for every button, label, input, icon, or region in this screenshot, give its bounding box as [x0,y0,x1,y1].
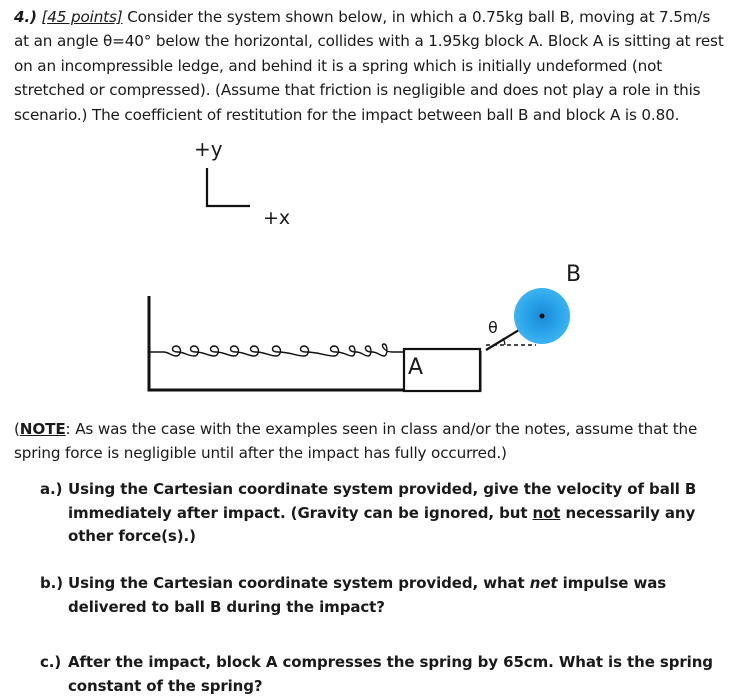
part-a-label: a.) [40,480,63,498]
figure-drawing [0,130,733,415]
collision-figure [0,130,733,415]
angle-theta-label: θ [488,318,498,337]
ball-b-center [540,314,545,319]
block-a-label: A [408,355,424,380]
part-b [40,572,720,619]
problem-statement [14,5,724,127]
note-keyword: NOTE [19,420,66,438]
part-a-text: Using the Cartesian coordinate system provided, give the velocity of ball B immediately after impact. (Gravity can be ignored, but not necessarily any other force(s).) [68,480,697,545]
ball-b-label: B [566,262,582,287]
note-open-paren: ( [14,420,20,438]
note-paragraph [14,417,714,466]
part-c-label: c.) [40,653,62,671]
question-number: 4.) [14,8,37,26]
statement-text: Consider the system shown below, in which a 0.75kg ball B, moving at 7.5m/s at an angle θ=40° below the horizontal, collides with a 1.95kg block A. Block A is sitting at rest on an incompressible ledge, and behind it is a spring which is initially undeformed (not stretched or compressed). (Assume that friction is negligible and does not play a role in this scenario.) The coefficient of restitution for the impact between ball B and block A is 0.80. [14,8,724,124]
part-c-text: After the impact, block A compresses the spring by 65cm. What is the spring constant of the spring? [68,653,713,695]
part-c [40,651,720,698]
note-text: : As was the case with the examples seen in class and/or the notes, assume that the spring force is negligible until after the impact has fully occurred.) [14,420,698,463]
coordinate-axes [207,168,250,206]
part-b-emphasis: net [529,574,558,592]
part-b-label: b.) [40,574,63,592]
axis-y-label: +y [194,137,223,161]
axis-x-label: +x [263,207,291,229]
part-b-text: Using the Cartesian coordinate system provided, what net impulse was delivered to ball B during the impact? [68,574,667,616]
part-a [40,478,720,549]
part-a-emphasis: not [532,503,561,522]
spring-coil [150,344,404,356]
points-value: [45 points] [41,8,123,26]
